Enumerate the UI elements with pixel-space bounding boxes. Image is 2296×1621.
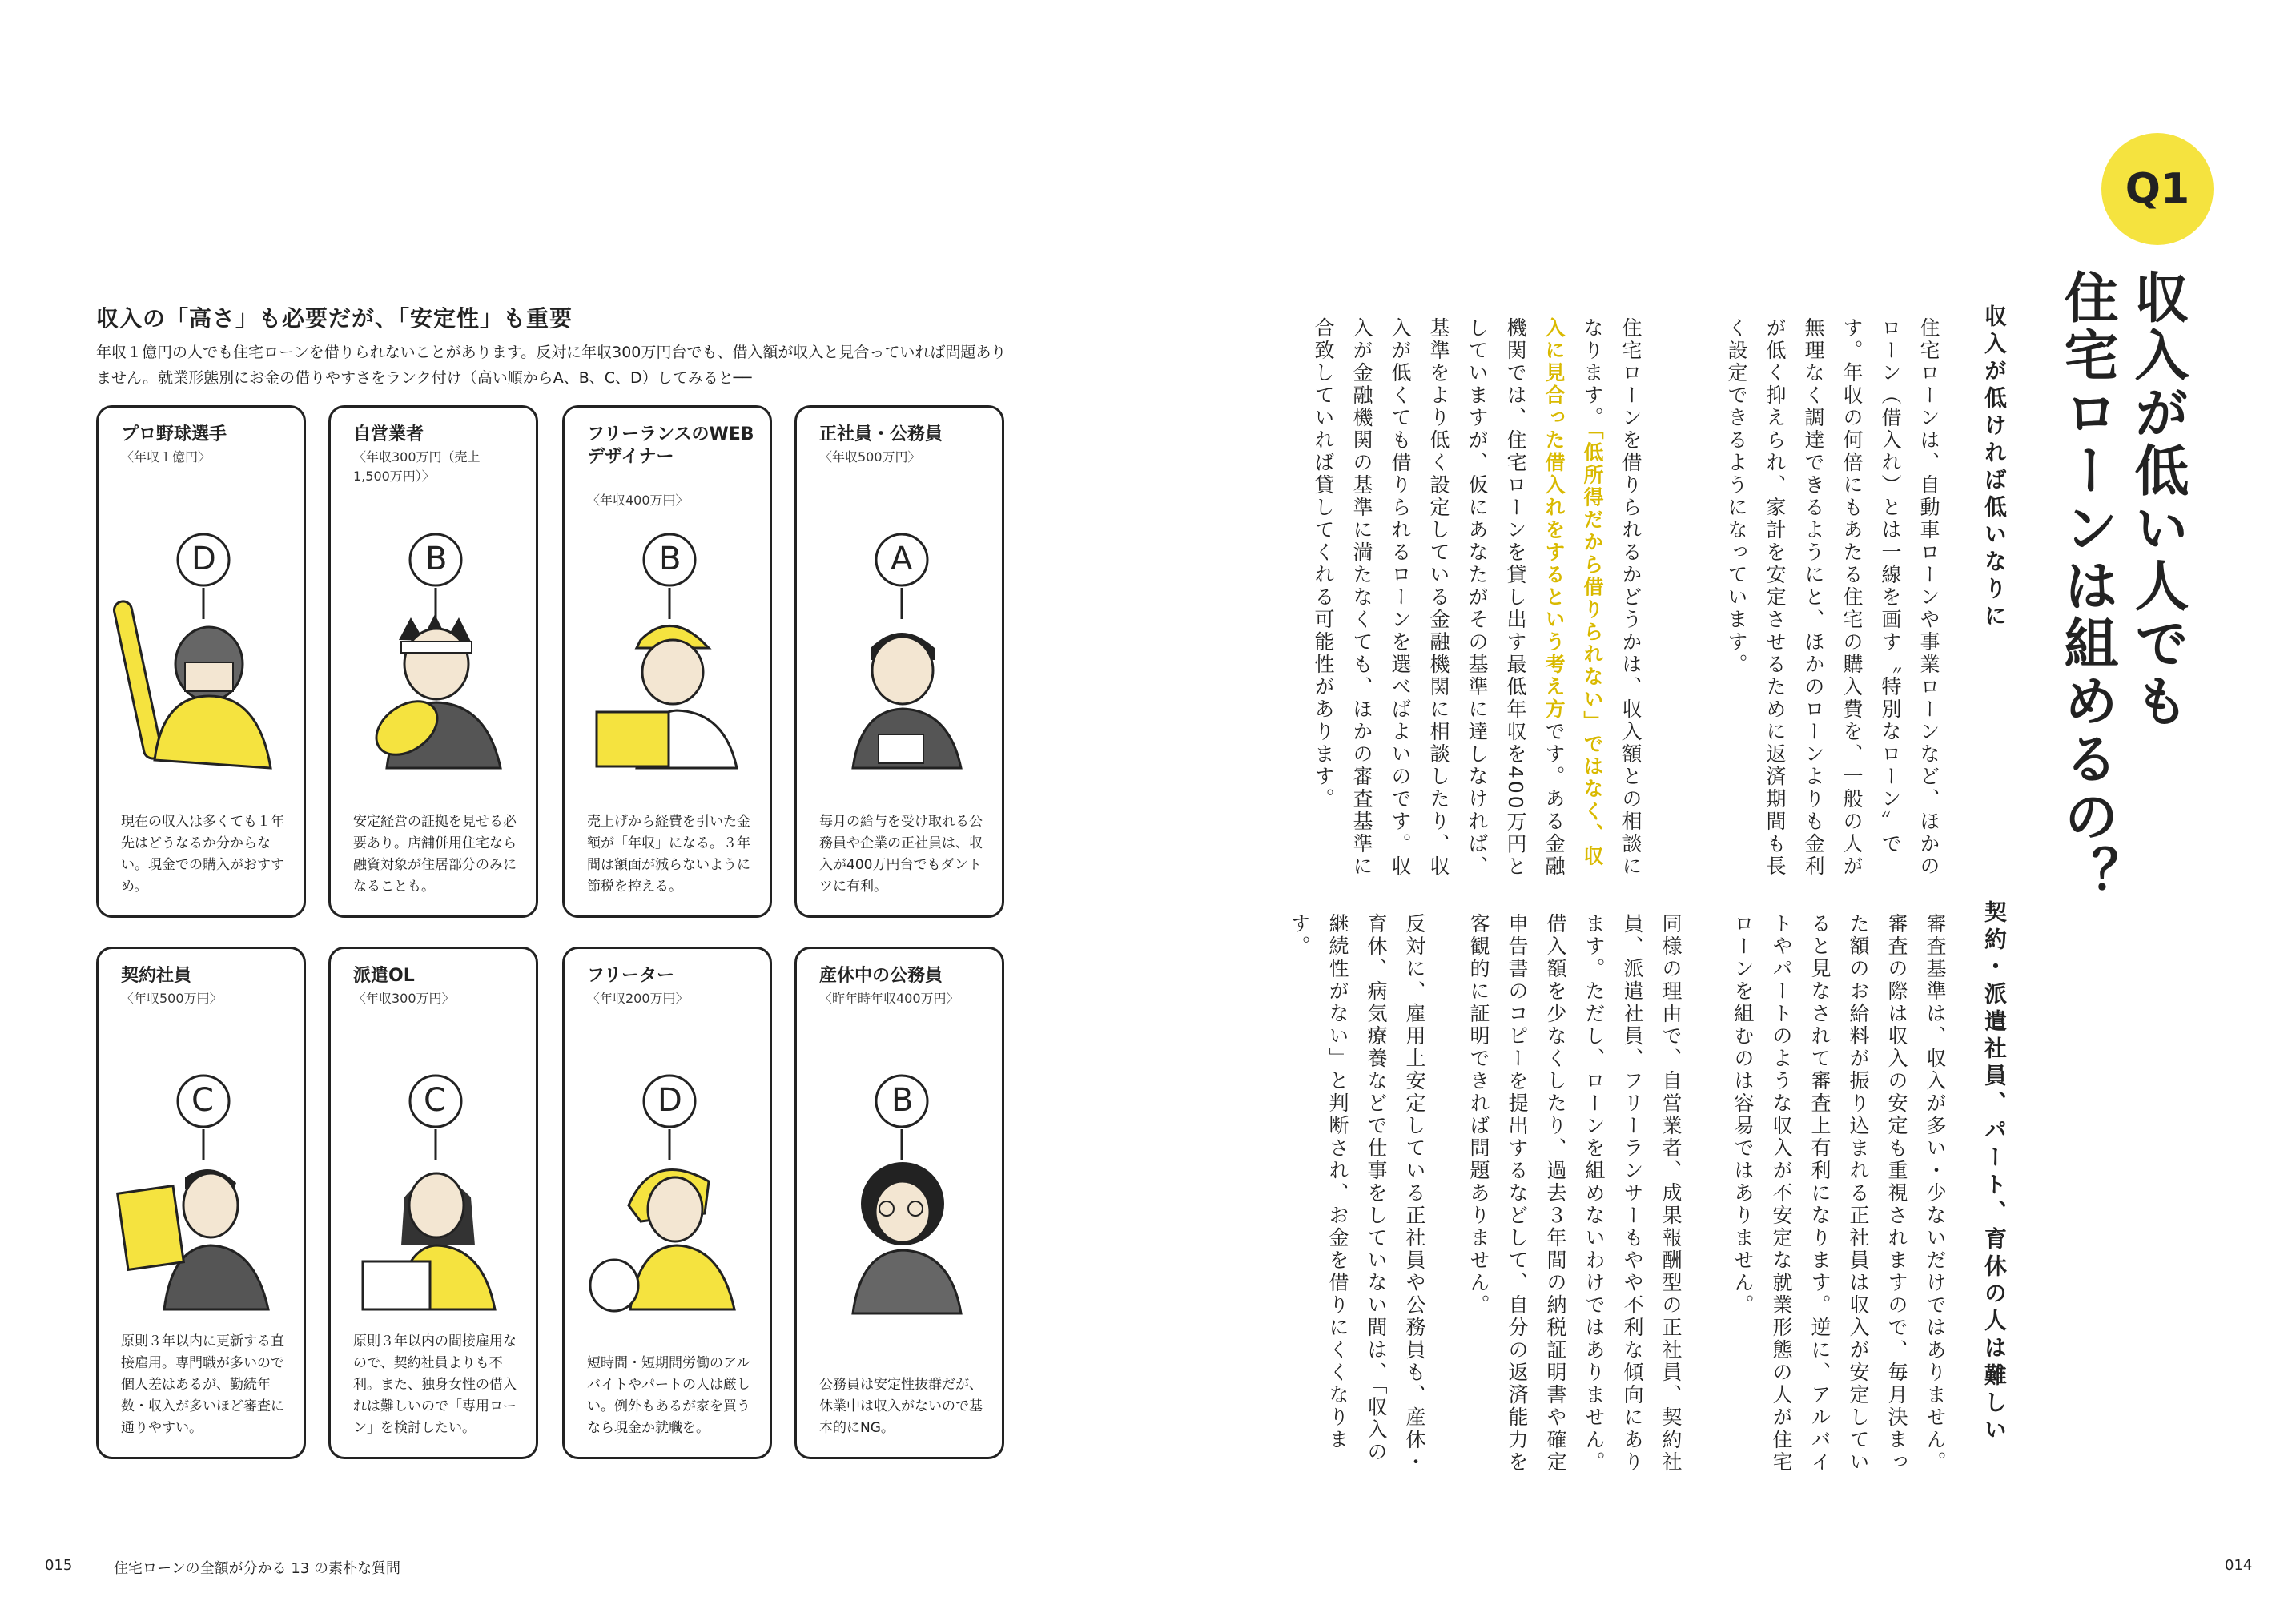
card-desc: 原則３年以内の間接雇用なので、契約社員よりも不利。また、独身女性の借入れは難しいので「専用ローン」を検討したい。	[353, 1333, 517, 1436]
card-rank: D	[657, 1082, 682, 1119]
lower-heading: 契約・派遣社員、パート、育休の人は難しい	[1981, 900, 2008, 1445]
card-maternity-civil-servant	[794, 947, 1004, 1459]
card-desc: 安定経営の証拠を見せる必要あり。店舗併用住宅なら融資対象が住居部分のみになることも。	[353, 814, 517, 895]
lower-paragraph-3: 反対に、雇用上安定している正社員や公務員も、産休・育休、病気療養などで仕事をしていない間は、「収入の継続性がない」と判断され、お金を借りにくくなります。	[1288, 913, 1426, 1474]
card-income: 〈年収500万円〉	[819, 449, 921, 465]
card-income: 〈年収300万円（売上1,500万円）〉	[353, 449, 481, 484]
card-rank: C	[191, 1082, 214, 1119]
card-job: 派遣OL	[353, 966, 415, 986]
card-job: フリーター	[587, 966, 675, 986]
card-income: 〈年収400万円〉	[587, 493, 689, 508]
card-rank: B	[891, 1082, 914, 1119]
card-rank: A	[891, 541, 913, 577]
footer-title: 住宅ローンの全額が分かる 13 の素朴な質問	[114, 1560, 400, 1577]
card-freeter	[562, 947, 772, 1459]
upper-paragraph-1: 住宅ローンは、自動車ローンや事業ローンなど、ほかのローン（借入れ）とは一線を画す〝特別なローン〟です。年収の何倍にもあたる住宅の購入費を、一般の人が無理なく調達できるようにと、ほかのローンよりも金利が低く抑えられ、家計を安定させるために返済期間も長く設定できるようになっています。	[1725, 317, 1940, 878]
card-income: 〈年収１億円〉	[121, 449, 211, 465]
card-rank: C	[424, 1082, 446, 1119]
left-page-number: 015	[45, 1557, 73, 1574]
card-self-employed	[328, 405, 538, 918]
card-rank: D	[191, 541, 216, 577]
upper-p2-highlight: 「低所得だから借りられない」ではなく、収入に見合った借入れをするという考え方	[1542, 317, 1604, 868]
card-desc: 公務員は安定性抜群だが、休業中は収入がないので基本的にNG。	[819, 1377, 983, 1436]
upper-p2-a: 住宅ローンを借りられるかどうかは、収入額との相談になります。	[1581, 317, 1643, 878]
main-title-line1: 収入が低い人でも	[2125, 269, 2189, 730]
card-job: 正社員・公務員	[819, 424, 943, 444]
section-title: 収入の「高さ」も必要だが、「安定性」も重要	[96, 305, 573, 332]
card-pro-baseball	[96, 405, 306, 918]
section-lead: 年収１億円の人でも住宅ローンを借りられないことがあります。反対に年収300万円台でも、借入額が収入と見合っていれば問題ありません。就業形態別にお金の借りやすさをランク付け（高い順からA、B、C、D）してみると──	[96, 344, 1007, 387]
card-freelance	[562, 405, 772, 918]
card-income: 〈年収500万円〉	[121, 991, 223, 1006]
card-desc: 短時間・短期間労働のアルバイトやパートの人は厳しい。例外もあるが家を買うなら現金か就職を。	[587, 1355, 750, 1436]
card-rank: B	[659, 541, 682, 577]
card-dispatch-ol	[328, 947, 538, 1459]
card-job: 契約社員	[121, 966, 192, 986]
card-desc: 売上げから経費を引いた金額が「年収」になる。３年間は額面が減らないように節税を控える。	[587, 814, 750, 895]
main-title-line2: 住宅ローンは組めるの？	[2055, 269, 2118, 903]
upper-p2-b: です。ある金融機関では、住宅ローンを貸し出す最低年収を400万円としていますが、仮にあなたがその基準に達しなければ、基準をより低く設定している金融機関に相談したり、収入が低くても借りられるローンを選べばよいのです。収入が金融機関の基準に満たなくても、ほかの審査基準に合致していれば貸してくれる可能性があります。	[1312, 317, 1566, 879]
card-desc: 毎月の給与を受け取れる公務員や企業の正社員は、収入が400万円台でもダントツに有利。	[819, 814, 983, 895]
card-job: 自営業者	[353, 424, 424, 444]
card-desc: 原則３年以内に更新する直接雇用。専門職が多いので個人差はあるが、勤続年数・収入が多いほど審査に通りやすい。	[121, 1333, 284, 1436]
card-income: 〈年収300万円〉	[353, 991, 455, 1006]
card-regular-employee	[794, 405, 1004, 918]
lower-paragraph-2: 同様の理由で、自営業者、成果報酬型の正社員、契約社員、派遣社員、フリーランサーもやや不利な傾向にあります。ただし、ローンを組めないわけではありません。借入額を少なくしたり、過去３年間の納税証明書や確定申告書のコピーを提出するなどして、自分の返済能力を客観的に証明できれば問題ありません。	[1467, 913, 1683, 1474]
question-badge: Q1	[2101, 133, 2214, 245]
card-contract-employee	[96, 947, 306, 1459]
upper-paragraph-2	[1313, 317, 1650, 884]
card-job: フリーランスのWEBデザイナー	[587, 424, 754, 467]
right-page-number: 014	[2225, 1557, 2253, 1574]
card-job: 産休中の公務員	[819, 966, 943, 986]
card-job: プロ野球選手	[121, 424, 227, 444]
card-rank: B	[425, 541, 448, 577]
lower-paragraph-1: 審査基準は、収入が多い・少ないだけではありません。審査の際は収入の安定も重視されますので、毎月決まった額のお給料が振り込まれる正社員は収入が安定していると見なされて審査上有利になります。逆に、アルバイトやパートのような収入が不安定な就業形態の人が住宅ローンを組むのは容易ではありません。	[1731, 913, 1947, 1474]
card-income: 〈年収200万円〉	[587, 991, 689, 1006]
card-desc: 現在の収入は多くても１年先はどうなるか分からない。現金での購入がおすすめ。	[121, 814, 285, 895]
card-income: 〈昨年時年収400万円〉	[819, 991, 959, 1006]
upper-heading: 収入が低ければ低いなりに	[1981, 304, 2008, 631]
